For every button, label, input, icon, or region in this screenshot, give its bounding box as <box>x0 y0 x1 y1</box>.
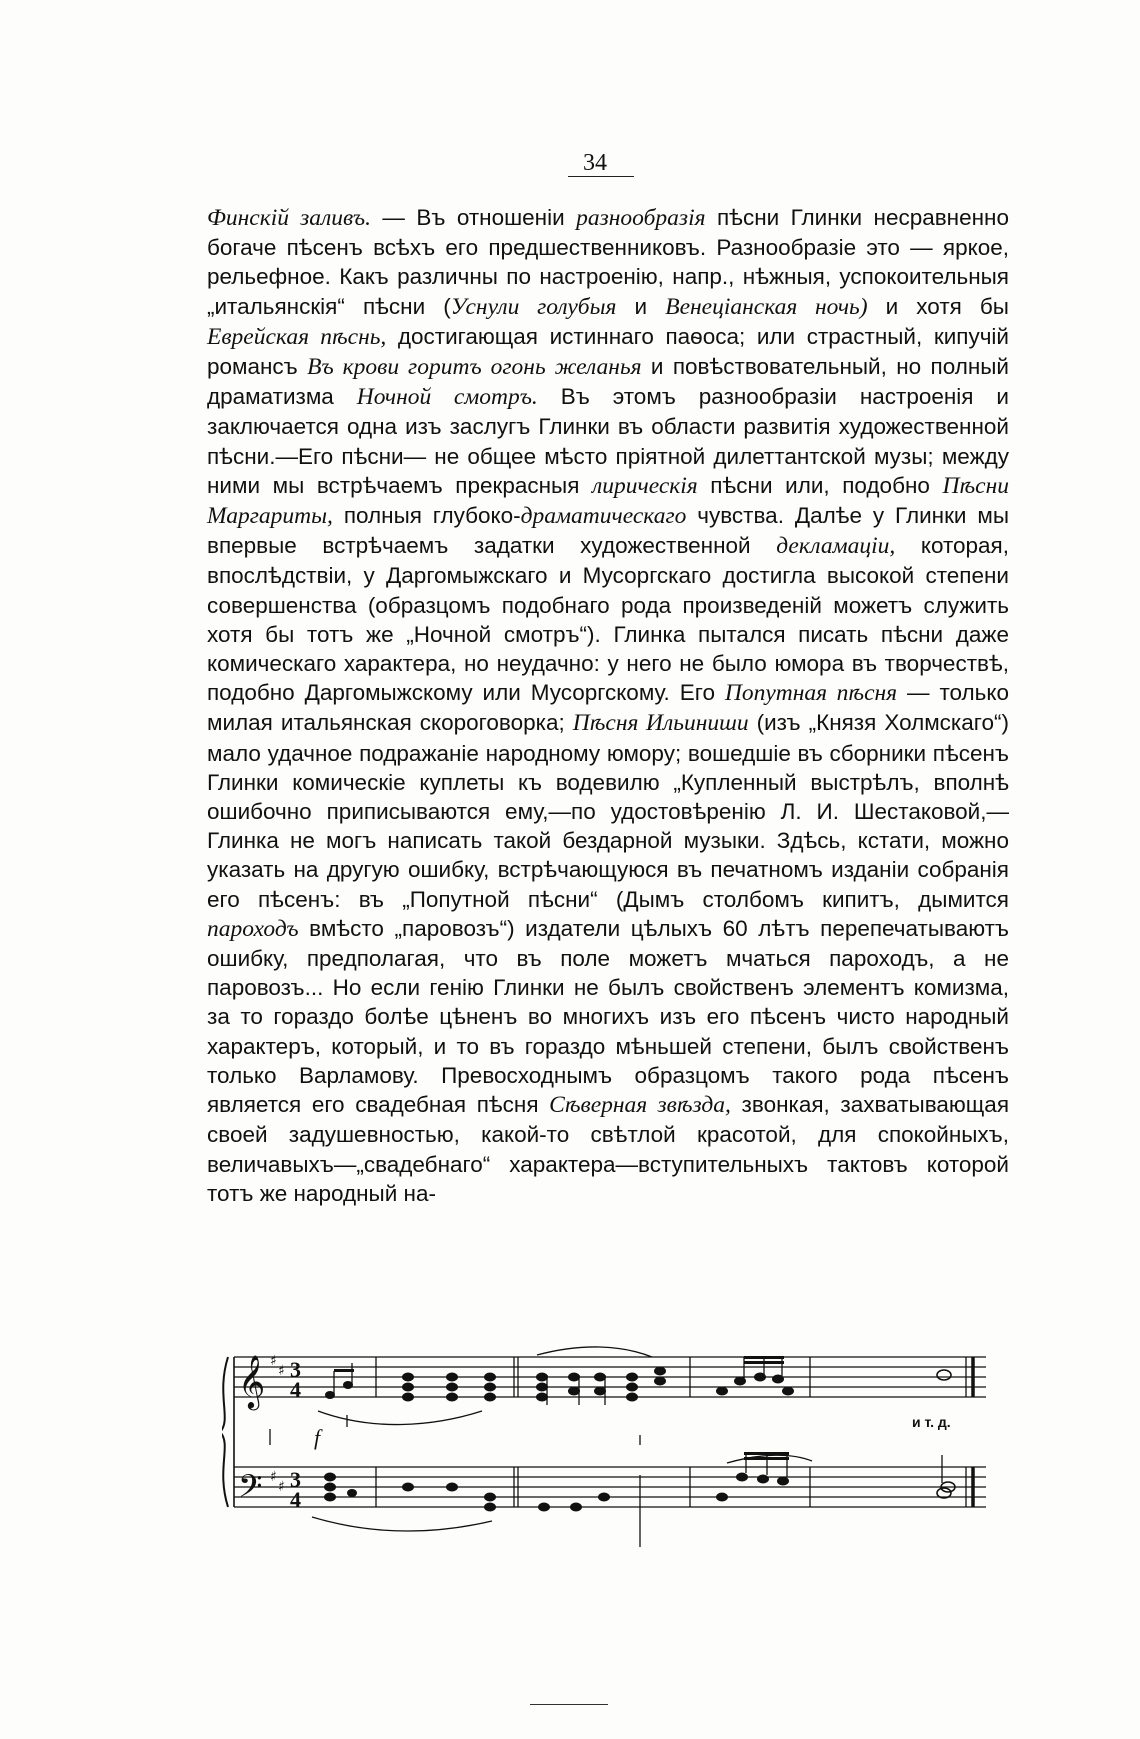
text-span: пѣсни Глинки несравненно богаче пѣсенъ всѣхъ его предшественниковъ. Разнообразіе это — яркое, рельефное. Какъ различны по настроенію, напр., нѣжныя, успокоительныя „итальянскія“ пѣсни ( <box>207 205 1009 319</box>
italic-title-span: Финскій заливъ. <box>207 205 371 231</box>
text-span: пѣсни или, подобно <box>697 472 943 498</box>
time-signature-top-bass: 3 <box>290 1467 301 1492</box>
page-number: 34 <box>583 150 607 176</box>
treble-clef-icon: 𝄞 <box>238 1354 266 1408</box>
italic-title-span: Венеціанская ночь) <box>665 293 868 320</box>
text-span: и <box>616 293 666 319</box>
dynamic-marking: f <box>314 1425 321 1450</box>
text-span: чувства. Далѣе у Глинки мы впервые встрѣчаемъ задатки художественной <box>207 503 1009 559</box>
italic-title-span: Пѣсня Ильиниши <box>572 710 749 737</box>
text-span: и хотя бы <box>867 293 1009 319</box>
text-span: достигающая истиннаго паѳоса; или страстный, кипучій романсъ <box>207 323 1009 380</box>
text-span: Въ этомъ разнообразіи настроенія и заключается одна изъ заслугъ Глинки въ области развитія художественной пѣсни.—Его пѣсни— не общее мѣсто пріятной дилеттантской музы; между ними мы встрѣчаемъ прекрасныя <box>207 384 1009 498</box>
svg-text:♯: ♯ <box>270 1469 277 1485</box>
bass-clef-icon: 𝄢 <box>238 1468 263 1512</box>
text-span: — Въ отношеніи <box>370 205 577 230</box>
svg-text:♯: ♯ <box>278 1363 285 1379</box>
italic-title-span: Пѣсни Маргариты, <box>207 472 1009 530</box>
italic-title-span: пароходъ <box>207 915 299 942</box>
svg-text:♯: ♯ <box>270 1353 277 1369</box>
italic-title-span: Попутная пѣсня <box>724 680 898 707</box>
italic-title-span: Уснули голубыя <box>450 293 617 320</box>
italic-title-span: драматическаго <box>520 503 687 530</box>
text-span: которая, впослѣдствіи, у Даргомыжскаго и Мусоргскаго достигла высокой степени совершенства (образцомъ подобнаго рода произведеній можетъ служить хотя бы тотъ же „Ночной смотръ“). Глинка пытался писать пѣсни даже комическаго характера, но неудачно: у него не было юмора въ творчествѣ, подобно Даргомыжскому или Мусоргскому. Его <box>207 533 1009 706</box>
time-signature-bottom: 4 <box>290 1377 301 1402</box>
italic-title-span: декламаціи, <box>776 533 896 560</box>
italic-title-span: Ночной смотръ. <box>356 384 538 411</box>
time-signature-top: 3 <box>290 1357 301 1382</box>
music-example <box>222 1335 1022 1555</box>
text-span: (изъ „Князя Холмскаго“) мало удачное подражаніе народному юмору; вошедшіе въ сборники пѣсенъ Глинки комическіе куплеты къ водевилю „Купленный выстрѣлъ, вполнѣ ошибочно приписываются ему,—по удостовѣренію Л. И. Шестаковой,—Глинка не могъ написать такой бездарной музыки. Здѣсь, кстати, можно указать на другую ошибку, встрѣчающуюся въ печатномъ изданіи собранія его пѣсенъ: въ „Попутной пѣсни“ (Дымъ столбомъ кипитъ, дымится <box>207 710 1009 912</box>
body-text <box>207 203 1009 1208</box>
svg-text:♯: ♯ <box>278 1479 285 1495</box>
text-span: полныя глубоко- <box>332 503 521 529</box>
continuation-label: и т. д. <box>912 1414 951 1430</box>
italic-title-span: Въ крови горитъ огонь желанья <box>307 354 642 381</box>
text-span: и повѣствовательный, но полный драматизма <box>207 354 1010 410</box>
page-number-rule <box>568 176 634 177</box>
footer-rule <box>530 1704 608 1705</box>
italic-title-span: Еврейская пѣснь, <box>207 323 387 350</box>
italic-title-span: разнообразія <box>576 205 706 231</box>
text-span: вмѣсто „паровозъ“) издатели цѣлыхъ 60 лѣтъ перепечатываютъ ошибку, предполагая, что въ поле можетъ мчаться пароходъ, а не паровозъ... Но если генію Глинки не былъ свойственъ элементъ комизма, за то гораздо болѣе цѣненъ во многихъ изъ его пѣсенъ чисто народный характеръ, который, и то въ гораздо мѣньшей степени, былъ свойственъ только Варламову. Превосходнымъ образцомъ такого рода пѣсенъ является его свадебная пѣсня <box>207 915 1009 1118</box>
italic-title-span: лирическія <box>592 472 698 499</box>
text-span: звонкая, захватывающая своей задушевностью, какой-то свѣтлой красотой, для спокойныхъ, величавыхъ—„свадебнаго“ характера—вступительныхъ тактовъ которой тотъ же народный на- <box>207 1092 1010 1206</box>
italic-title-span: Сѣверная звѣзда, <box>549 1092 731 1119</box>
text-span: — только милая итальянская скороговорка; <box>207 680 1009 736</box>
time-signature-bottom-bass: 4 <box>290 1487 301 1512</box>
